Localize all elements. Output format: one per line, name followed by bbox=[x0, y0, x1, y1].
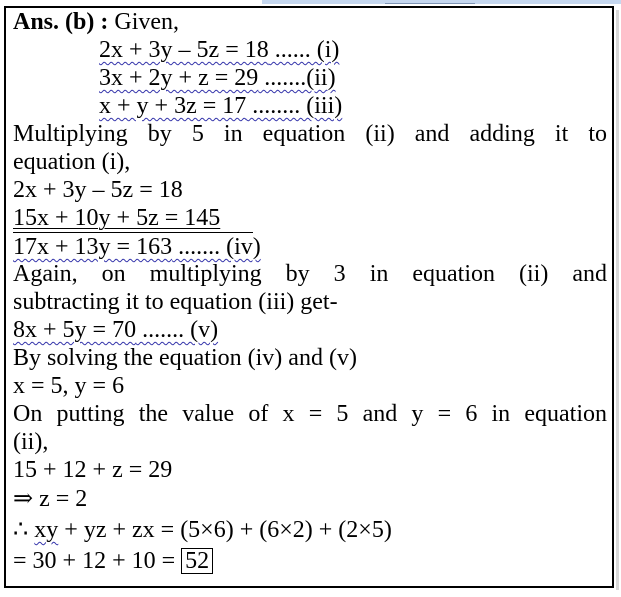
step2-text-b: subtracting it to equation (iii) get- bbox=[13, 289, 338, 315]
conclusion-expr-b: + yz + zx = (5×6) + (6×2) + (2×5) bbox=[58, 517, 392, 543]
conclusion-line bbox=[13, 515, 607, 546]
step1-result-tag: ....... (iv) bbox=[172, 234, 261, 260]
given-text: Given, bbox=[114, 9, 180, 35]
implies-symbol: ⇒ bbox=[13, 486, 34, 512]
step3-text: By solving the equation (iv) and (v) bbox=[13, 345, 357, 371]
equation-3 bbox=[13, 92, 607, 120]
step4-text-a: On putting the value of x = 5 and y = 6 in equation bbox=[13, 401, 607, 427]
answer-colon: : bbox=[94, 9, 115, 35]
equation-1-tag: ...... (i) bbox=[268, 37, 340, 63]
step4-substitution: 15 + 12 + z = 29 bbox=[13, 457, 173, 483]
step1-line-b-row bbox=[13, 204, 607, 232]
step3-solution: x = 5, y = 6 bbox=[13, 373, 125, 399]
equation-2-tag: .......(ii) bbox=[258, 65, 336, 91]
equation-2 bbox=[13, 64, 607, 92]
answer-header bbox=[13, 8, 607, 36]
equation-3-main: x + y + 3z = 17 bbox=[99, 93, 247, 119]
sum-rule bbox=[13, 232, 253, 233]
equation-1-main: 2x + 3y – 5z = 18 bbox=[99, 37, 269, 63]
conclusion-expr-a: xy bbox=[34, 517, 59, 543]
answer-label: Ans. (b) bbox=[13, 9, 95, 35]
step1-text-a: Multiplying by 5 in equation (ii) and adding it to bbox=[13, 121, 607, 147]
solution-content bbox=[13, 8, 607, 577]
step1-text-b: equation (i), bbox=[13, 149, 131, 175]
step2-text-a: Again, on multiplying by 3 in equation (ii) and bbox=[13, 261, 607, 287]
step4-text-b: (ii), bbox=[13, 429, 49, 455]
step2-result-tag: ....... (v) bbox=[136, 317, 219, 343]
top-bar-marker bbox=[385, 0, 475, 4]
implies-text: z = 2 bbox=[33, 486, 88, 512]
equation-1 bbox=[13, 36, 607, 64]
step1-result-main: 17x + 13y = 163 bbox=[13, 234, 173, 260]
frame-shadow bbox=[616, 10, 619, 590]
step1-result bbox=[13, 232, 607, 260]
therefore-symbol: ∴ bbox=[13, 517, 29, 543]
final-answer-box: 52 bbox=[181, 548, 213, 574]
equation-2-main: 3x + 2y + z = 29 bbox=[99, 65, 259, 91]
equation-3-tag: ........ (iii) bbox=[246, 93, 343, 119]
step4-implies bbox=[13, 484, 607, 515]
final-text: = 30 + 12 + 10 = bbox=[13, 548, 182, 574]
final-line bbox=[13, 546, 607, 577]
step1-line-b: 15x + 10y + 5z = 145 bbox=[13, 205, 221, 231]
step1-line-a: 2x + 3y – 5z = 18 bbox=[13, 177, 183, 203]
step2-result bbox=[13, 316, 607, 344]
step2-result-main: 8x + 5y = 70 bbox=[13, 317, 137, 343]
